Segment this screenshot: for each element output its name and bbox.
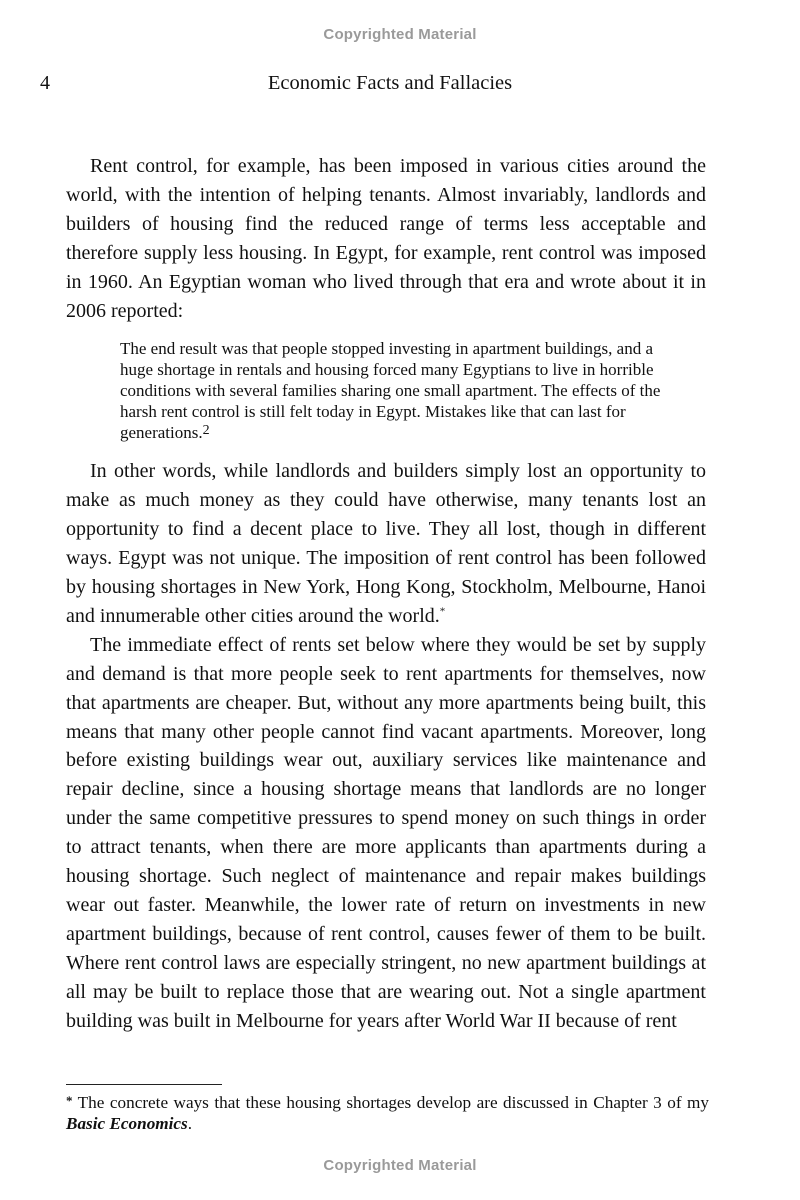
paragraph-rent-control-intro: Rent control, for example, has been imposed in various cities around the world, with the intention of helping tenants. Almost invariably, landlords and builders of housing find the reduced range of terms less acceptable and therefore supply less housing. In Egypt, for example, rent control was imposed in 1960. An Egyptian woman who lived through that era and wrote about it in 2006 reported: [66, 155, 706, 322]
running-header [0, 72, 800, 98]
copyright-watermark-top: Copyrighted Material [323, 26, 477, 43]
footnote [66, 1093, 709, 1134]
copyright-watermark-bottom: Copyrighted Material [323, 1157, 477, 1174]
footnote-book-title: Basic Economics [66, 1113, 188, 1133]
paragraph-immediate-effect: The immediate effect of rents set below where they would be set by supply and demand is that more people seek to rent apartments for themselves, now that apartments are cheaper. But, without any more apartments being built, this means that many other people cannot find vacant apartments. Moreover, long before existing buildings wear out, auxiliary services like maintenance and repair decline, since a housing shortage means that landlords are no longer under the same competitive pressures to spend money on such things in order to attract tenants, when there are more applicants than apartments during a housing shortage. Such neglect of maintenance and repair makes buildings wear out faster. Meanwhile, the lower rate of return on investments in new apartment buildings, because of rent control, causes fewer of them to be built. Where rent control laws are especially stringent, no new apartment buildings at all may be built to replace those that are wearing out. Not a single apartment building was built in Melbourne for years after World War II because of rent [66, 633, 706, 1032]
footnote-text: The concrete ways that these housing shortages develop are discussed in Chapter 3 of my [77, 1093, 709, 1112]
footnote-marker: * [439, 605, 446, 618]
footnote-period: . [187, 1113, 193, 1133]
page-number: 4 [40, 72, 50, 94]
footnote-divider [66, 1084, 222, 1085]
paragraph-tenants-lost-text: In other words, while landlords and builders simply lost an opportunity to make as much money as they could have otherwise, many tenants lost an opportunity to find a decent place to live. They all lost, though in different ways. Egypt was not unique. The imposition of rent control has been followed by housing shortages in New York, Hong Kong, Stockholm, Melbourne, Hanoi and innumerable other cities around the world. [66, 460, 706, 627]
book-title-header: Economic Facts and Fallacies [267, 72, 513, 94]
footnote-asterisk: * [66, 1093, 73, 1108]
endnote-reference: 2 [202, 422, 210, 438]
block-quote [120, 339, 680, 443]
paragraph-tenants-lost [66, 457, 706, 630]
quote-text: The end result was that people stopped investing in apartment buildings, and a huge shortage in rentals and housing forced many Egyptians to live in horrible conditions with several families sharing one small apartment. The effects of the harsh rent control is still felt today in Egypt. Mistakes like that can last for generations. [120, 339, 661, 442]
main-text [66, 152, 706, 1036]
